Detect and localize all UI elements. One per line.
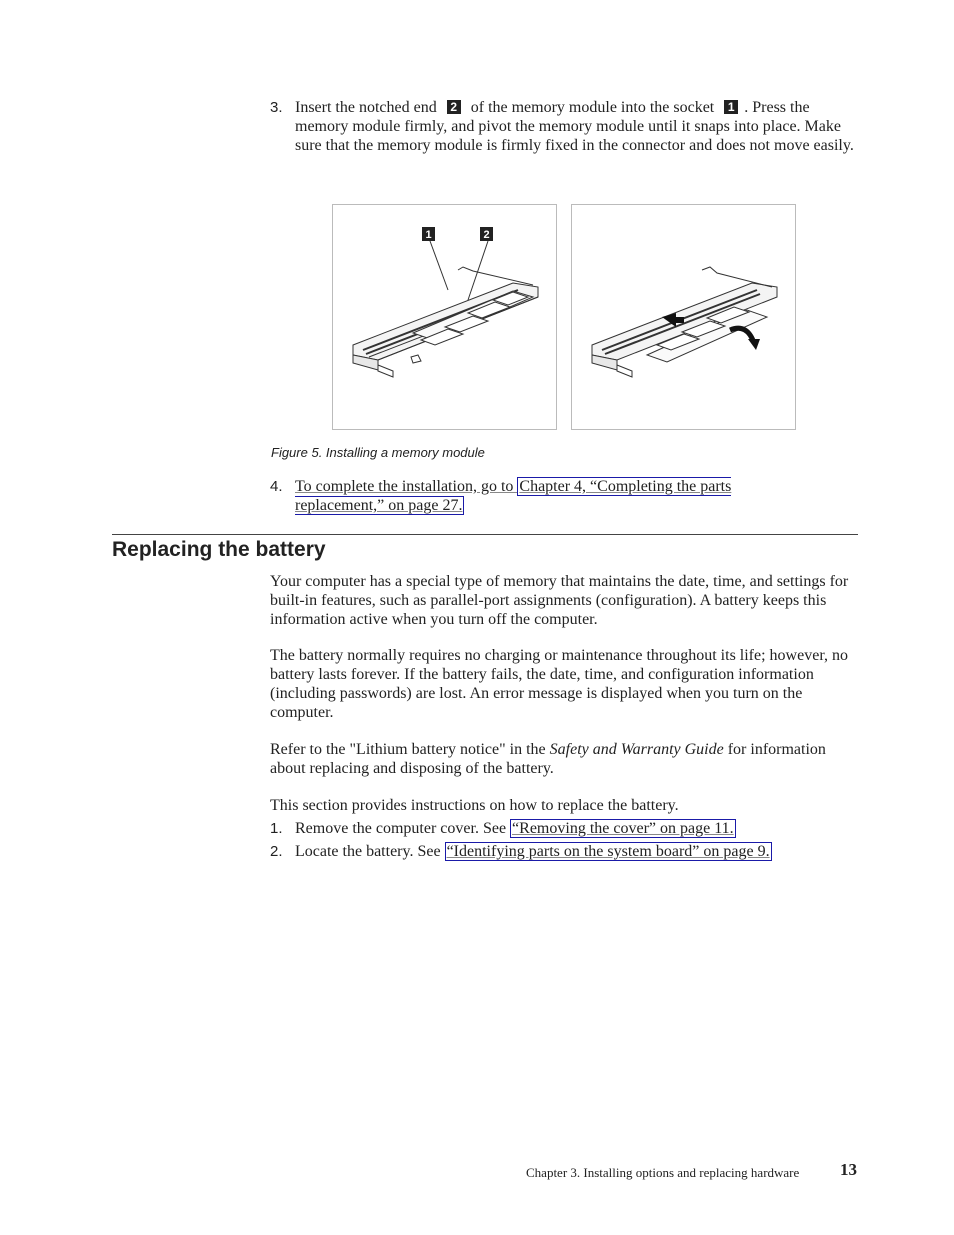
paragraph-3: [270, 740, 850, 778]
figure-caption: Figure 5. Installing a memory module: [271, 445, 485, 460]
step-3: [270, 98, 860, 155]
section-heading: Replacing the battery: [112, 538, 326, 561]
step-text: [295, 98, 860, 155]
section-divider: [112, 534, 858, 535]
callout-2-label: 2: [483, 229, 490, 241]
step-number: 2.: [270, 843, 283, 860]
pivot-arrow-head: [748, 339, 760, 350]
step-4: [270, 477, 790, 515]
page-number: 13: [840, 1160, 857, 1179]
identifying-parts-link[interactable]: “Identifying parts on the system board” on page 9.: [446, 843, 770, 860]
step-text-part: To complete the installation, go to: [295, 478, 518, 495]
chapter-4-link[interactable]: Chapter 4, “Completing the parts replacement,” on page 27.: [295, 478, 732, 514]
callout-2: 2: [447, 100, 461, 114]
step-number: 1.: [270, 820, 283, 837]
paragraph-text: Refer to the "Lithium battery notice" in the: [270, 741, 550, 758]
paragraph-text: for information about replacing and disposing of the battery.: [270, 741, 826, 777]
step-text-part: Locate the battery. See: [295, 843, 445, 860]
paragraph-1: Your computer has a special type of memory that maintains the date, time, and settings for built-in features, such as parallel-port assignments (configuration). A battery keeps this information active when you turn off the computer.: [270, 573, 849, 628]
removing-cover-link[interactable]: “Removing the cover” on page 11.: [512, 820, 734, 837]
step-text: [295, 819, 860, 838]
paragraph-4: This section provides instructions on how to replace the battery.: [270, 797, 679, 814]
step-text-part: . Press the memory module firmly, and pivot the memory module until it snaps into place. Make sure that the memory module is firmly fixed in the connector and does not move easily.: [295, 99, 854, 154]
step-text-part: Insert the notched end: [295, 99, 437, 116]
step-number: 4.: [270, 478, 283, 495]
step-text: [295, 842, 860, 861]
figure-panel-left: [332, 204, 557, 430]
battery-step-2: [270, 842, 860, 861]
step-text-part: of the memory module into the socket: [470, 99, 715, 116]
memory-module-pivot-illustration: [572, 205, 795, 429]
memory-module-insert-illustration: [333, 205, 556, 429]
step-text: [295, 477, 790, 515]
guide-title: Safety and Warranty Guide: [549, 741, 724, 758]
footer-chapter: Chapter 3. Installing options and replacing hardware: [526, 1165, 800, 1180]
step-text-part: Remove the computer cover. See: [295, 820, 511, 837]
paragraph-2: The battery normally requires no charging or maintenance throughout its life; however, no battery lasts forever. If the battery fails, the date, time, and configuration information (including passwords) are lost. An error message is displayed when you turn on the computer.: [270, 647, 848, 721]
callout-1-label: 1: [425, 229, 432, 241]
step-number: 3.: [270, 99, 283, 116]
callout-1: 1: [724, 100, 738, 114]
figure-panel-right: [571, 204, 796, 430]
battery-step-1: [270, 819, 860, 838]
